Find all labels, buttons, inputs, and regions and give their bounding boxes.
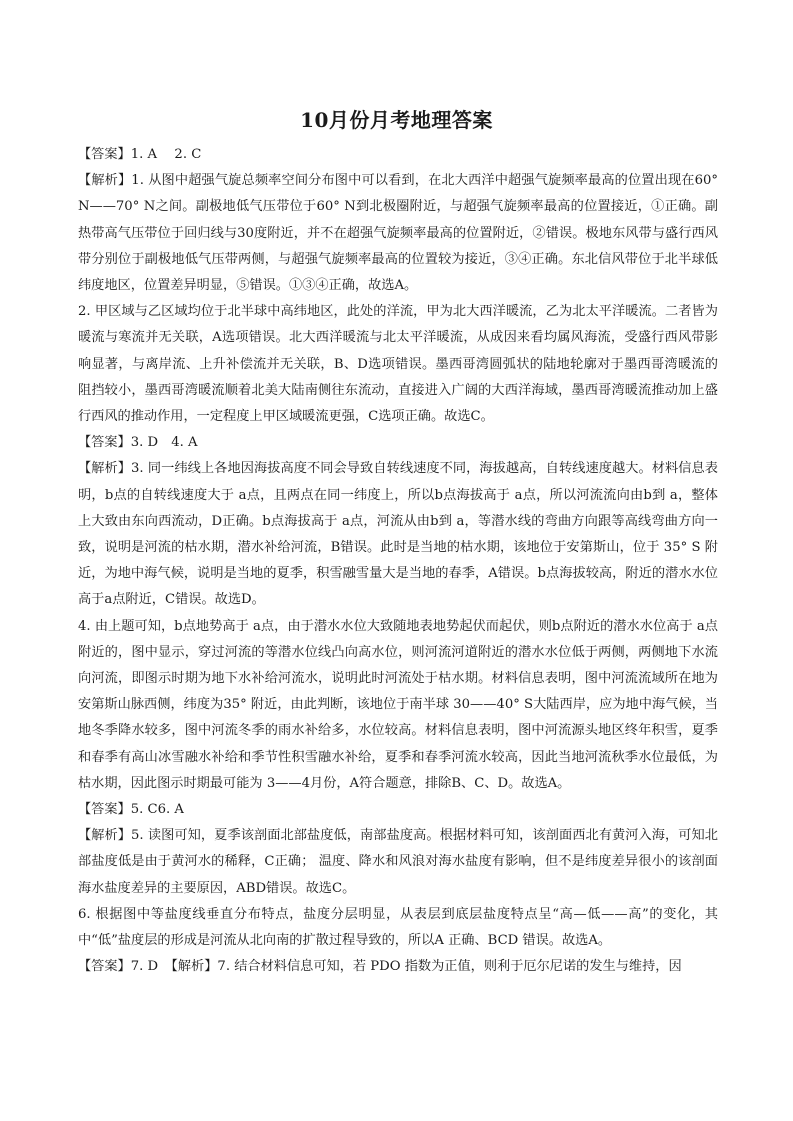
analysis-q1: 【解析】1. 从图中超强气旋总频率空间分布图中可以看到，在北大西洋中超强气旋频率最高的位置出现在60° N——70° N之间。副极地低气压带位于60° N到北极圈附近，与超强气旋频率最高的位置接近，①正确。副热带高气压带位于回归线与30度附近，并不在超强气旋频率最高的位置附近，②错误。极地东风带与盛行西风带分别位于副极地低气压带两侧，与超强气旋频率最高的位置较为接近，③④正确。东北信风带位于北半球低纬度地区，位置差异明显，⑤错误。①③④正确，故选A。 [78, 173, 718, 294]
answer-content [78, 142, 718, 981]
analysis-q4: 4. 由上题可知，b点地势高于 a点，由于潜水水位大致随地表地势起伏而起伏，则b点附近的潜水水位高于 a点附近的，图中显示，穿过河流的等潜水位线凸向高水位，则河流河道附近的潜水水位低于两侧，两侧地下水流向河流，即图示时期为地下水补给河流水，说明此时河流处于枯水期。材料信息表明，图中河流流域所在地为安第斯山脉西侧，纬度为35° 附近，由此判断，该地位于南半球 30——40° S大陆西岸，应为地中海气候，当地冬季降水较多，图中河流冬季的雨水补给多，水位较高。材料信息表明，图中河流源头地区终年积雪，夏季和春季有高山冰雪融水补给和季节性积雪融水补给，夏季和春季河流水较高，因此当地河流秋季水位最低，为枯水期，因此图示时期最可能为 3——4月份，A符合题意，排除B、C、D。故选A。 [78, 618, 718, 791]
answer-analysis-q7: 【答案】7. D 【解析】7. 结合材料信息可知，若 PDO 指数为正值，则利于厄尔尼诺的发生与维持，因 [78, 959, 682, 975]
analysis-q6: 6. 根据图中等盐度线垂直分布特点，盐度分层明显，从表层到底层盐度特点呈“高—低——高”的变化，其中“低”盐度层的形成是河流从北向南的扩散过程导致的，所以A 正确、BCD 错误。故选A。 [78, 906, 718, 949]
analysis-q3: 【解析】3. 同一纬线上各地因海拔高度不同会导致自转线速度不同，海拔越高，自转线速度越大。材料信息表明，b点的自转线速度大于 a点，且两点在同一纬度上，所以b点海拔高于 a点，所以河流流向由b到 a，整体上大致由东向西流动，D正确。b点海拔高于 a点，河流从由b到 a，等潜水线的弯曲方向跟等高线弯曲方向一致，说明是河流的枯水期，潜水补给河流，B错误。此时是当地的枯水期，该地位于安第斯山，位于 35° S 附近，为地中海气候，说明是当地的夏季，积雪融雪量大是当地的春季，A错误。b点海拔较高，附近的潜水水位高于a点附近，C错误。故选D。 [78, 461, 718, 608]
analysis-q2: 2. 甲区域与乙区域均位于北半球中高纬地区，此处的洋流，甲为北大西洋暖流，乙为北太平洋暖流。二者皆为暖流与寒流并无关联，A选项错误。北大西洋暖流与北太平洋暖流，从成因来看均属风海流，受盛行西风带影响显著，与离岸流、上升补偿流并无关联，B、D选项错误。墨西哥湾圆弧状的陆地轮廓对于墨西哥湾暖流的阻挡较小，墨西哥湾暖流顺着北美大陆南侧往东流动，直接进入广阔的大西洋海域，墨西哥湾暖流推动加上盛行西风的推动作用，一定程度上甲区域暖流更强，C选项正确。故选C。 [78, 304, 718, 425]
analysis-q5: 【解析】5. 读图可知，夏季该剖面北部盐度低，南部盐度高。根据材料可知，该剖面西北有黄河入海，可知北部盐度低是由于黄河水的稀释，C正确； 温度、降水和风浪对海水盐度有影响，但不是纬度差异很小的该剖面海水盐度差异的主要原因，ABD错误。故选C。 [78, 828, 718, 896]
answer-line-1-2: 【答案】1. A 2. C [78, 147, 202, 162]
answer-line-3-4: 【答案】3. D 4. A [78, 435, 198, 451]
answer-line-5-6: 【答案】5. C6. A [78, 802, 184, 818]
page-title: 10月份月考地理答案 [300, 108, 493, 132]
